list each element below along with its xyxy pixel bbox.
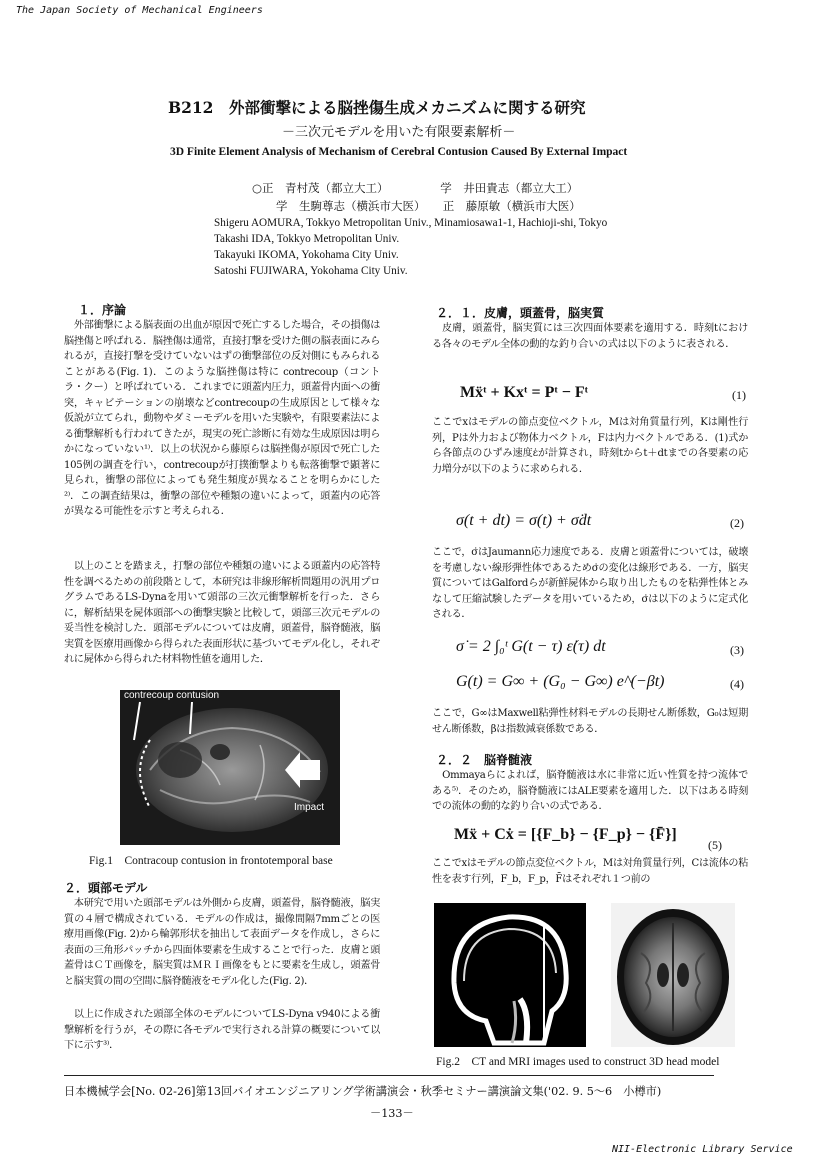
section-1-paragraph-2: 以上のことを踏まえ，打撃の部位や種類の違いによる頭蓋内の応答特性を調べるための前段階として，本研究は非線形解析問題用の汎用プログラムであるLS-Dynaを用いて頭部の三次元衝撃解析を行った．さらに，解析結果を屍体頭部への衝撃実験と比較して，頭部三次元モデルの妥当性を検討した．頭部モデルについては皮膚，頭蓋骨，脳脊髄液，脳実質を医療用画像から得られた表面形状に基づいてモデル化し，それぞれに屍体から得られた材料物性値を適用した．	[64, 561, 380, 665]
footer-rule	[64, 1075, 714, 1076]
paper-title: B212 外部衝撃による脳挫傷生成メカニズムに関する研究	[168, 98, 586, 117]
equation-2: σ(t + dt) = σ(t) + σ̇dt	[456, 512, 592, 529]
affiliation-line: Takashi IDA, Tokkyo Metropolitan Univ.	[214, 233, 400, 245]
affiliations	[214, 215, 607, 279]
society-header: The Japan Society of Mechanical Engineers	[16, 5, 263, 16]
proceedings-footer: 日本機械学会[No. 02-26]第13回バイオエンジニアリング学術講演会・秋季セミナー講演論文集('02. 9. 5〜6 小樽市)	[64, 1085, 662, 1098]
equation-4: G(t) = G∞ + (G₀ − G∞) e^(−βt)	[456, 673, 665, 690]
section-2-1-paragraph-4: ここで，G∞はMaxwell粘弾性材料モデルの長期せん断係数，G₀は短期せん断係数，βは指数減衰係数である．	[432, 708, 748, 735]
brain-base-illustration	[120, 690, 340, 845]
impact-label: Impact	[294, 802, 325, 813]
section-2-paragraph-1: 本研究で用いた頭部モデルは外側から皮膚，頭蓋骨，脳脊髄液，脳実質の４層で構成されている．モデルの作成は，撮像間隔7mmごとの医療用画像(Fig. 2)から輪郭形状を抽出して表面データを作成し，さらに表面の三角形パッチから四面体要素を生成することで行った．皮膚と頭蓋骨はＣＴ画像を，脳実質はＭＲＩ画像をもとに要素を生成し，頭蓋骨と脳実質の間の空間に脳脊髄液をモデル化した(Fig. 2)．	[64, 898, 380, 987]
section-2-2-paragraph-2: ここでxはモデルの節点変位ベクトル，Mは対角質量行列，Cは流体の粘性を表す行列，F_b，F_p，F̄はそれぞれ１つ前の	[432, 858, 748, 885]
figure-1-caption: Fig.1 Contracoup contusion in frontotemporal base	[89, 855, 333, 867]
equation-3: σ̇ = 2 ∫₀ᵗ G(t − τ) ε̇(τ) dt	[456, 638, 606, 655]
section-2-2-paragraph-1: Ommayaらによれば，脳脊髄液は水に非常に近い性質を持つ流体である⁵⁾．そのため，脳脊髄液にはALE要素を適用した．以下はある時刻での流体の動的な釣り合いの式である．	[432, 770, 748, 812]
section-2-1-paragraph-3: ここで，σ̇はJaumann応力速度である．皮膚と頭蓋骨については，破壊を考慮しない線形弾性体であるためσ̇の変化は線形である．一方，脳実質についてはGalfordらが新鮮屍体から取り出したものを粘弾性体とみなして圧縮試験したデータを用いているため，σ̇は以下のように定式化される．	[432, 547, 748, 620]
affiliation-line: Takayuki IKOMA, Yokohama City Univ.	[214, 249, 399, 261]
section-2-paragraph-2: 以上に作成された頭部全体のモデルについてLS-Dyna v940による衝撃解析を行うが，その際に各モデルで実行される計算の概要について以下に示す³⁾．	[64, 1009, 380, 1051]
authors-line-2: 学 生駒尊志（横浜市大医） 正 藤原敏（横浜市大医）	[276, 199, 581, 213]
section-2-1-paragraph-1: 皮膚，頭蓋骨，脳実質には三次四面体要素を適用する．時刻tにおける各々のモデル全体の動的な釣り合いの式は以下のように表される．	[432, 323, 748, 350]
paper-title-english: 3D Finite Element Analysis of Mechanism of Cerebral Contusion Caused By External Impact	[170, 146, 628, 158]
equation-1: Mẍᵗ + Kxᵗ = Pᵗ − Fᵗ	[460, 384, 589, 401]
section-2-heading: ２．頭部モデル	[64, 881, 148, 895]
figure-2-ct-image	[434, 903, 586, 1047]
equation-3-number: (3)	[730, 643, 744, 657]
figure-1-image	[120, 690, 340, 845]
authors-line-1: ○正 青村茂（都立大工） 学 井田貴志（都立大工）	[252, 181, 579, 195]
ct-sagittal-illustration	[434, 903, 586, 1047]
section-2-1-paragraph-2: ここでxはモデルの節点変位ベクトル，Mは対角質量行列，Kは剛性行列，Pは外力および物体力ベクトル，Fは内力ベクトルである．(1)式から各節点のひずみ速度ε̇が計算され，時刻tからt＋dtまでの各要素の応力増分が以下のように求められる．	[432, 417, 748, 475]
equation-2-number: (2)	[730, 516, 744, 530]
figure-2-mri-image	[611, 903, 735, 1047]
section-2-1-heading: ２．１．皮膚，頭蓋骨，脳実質	[436, 306, 605, 320]
contrecoup-label: contrecoup contusion	[124, 690, 220, 701]
affiliation-line: Satoshi FUJIWARA, Yokohama City Univ.	[214, 265, 408, 277]
affiliation-line: Shigeru AOMURA, Tokkyo Metropolitan Univ., Minamiosawa1-1, Hachioji-shi, Tokyo	[214, 217, 608, 229]
paper-subtitle: －三次元モデルを用いた有限要素解析－	[282, 125, 516, 140]
page-number: －133－	[370, 1107, 414, 1120]
section-1-heading: １．序論	[78, 303, 127, 317]
library-service-footer: NII-Electronic Library Service	[612, 1144, 793, 1155]
equation-5: Mẍ + Cẋ = [{F_b} − {F_p} − {F̄}]	[454, 826, 677, 843]
equation-1-number: (1)	[732, 388, 746, 402]
mri-axial-illustration	[611, 903, 735, 1047]
section-1-paragraph-1: 外部衝撃による脳表面の出血が原因で死亡するした場合，その損傷は脳挫傷と呼ばれる．脳挫傷は通常，直接打撃を受けた側の脳表面にみられるが，直接打撃を受けていないはずの衝撃部位の反対側にもみられることがある(Fig. 1)．このような脳挫傷は特に contrecoup（コントラ・クー）と呼ばれている．これまでに頭蓋内圧力，頭蓋骨内面への衝突，キャビテーションの崩壊などcontrecoupの生成原因として様々な仮説が立てられ，動物やダミーモデルを用いた実験や，有限要素法による衝撃解析も行われてきたが，現実の死亡診断に有効な生成原因は明らかになっていない¹⁾．以上の状況から藤原らは脳挫傷が原因で死亡した105例の調査を行い，contrecoupが打撲衝撃よりも転落衝撃で顕著に見られ，衝撃の部位によっても発生頻度が異なることを明らかにした²⁾．この調査結果は，衝撃の部位や種類の違いによって，頭蓋内の応答が異なる可能性を示すと考えられる．	[64, 320, 380, 517]
equation-4-number: (4)	[730, 677, 744, 691]
section-2-2-heading: ２．２ 脳脊髄液	[436, 753, 533, 767]
figure-2-caption: Fig.2 CT and MRI images used to construct 3D head model	[436, 1056, 720, 1068]
equation-5-number: (5)	[708, 838, 722, 852]
